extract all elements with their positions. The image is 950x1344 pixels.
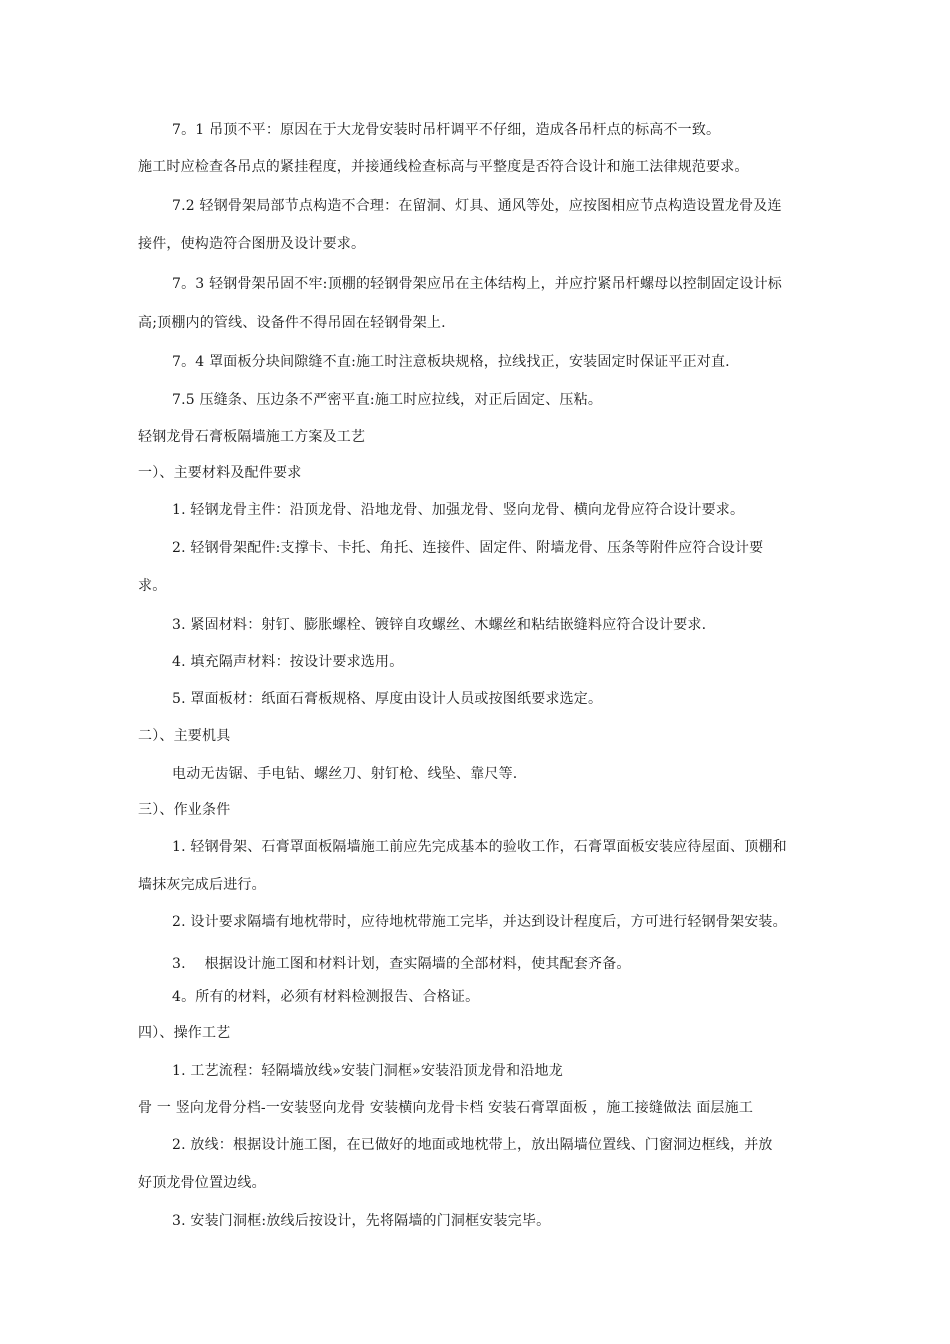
section-heading: 三）、作业条件 — [138, 802, 231, 818]
text-line: 好顶龙骨位置边线。 — [138, 1175, 266, 1191]
text-line: 1. 轻钢龙骨主件：沿顶龙骨、沿地龙骨、加强龙骨、竖向龙骨、横向龙骨应符合设计要求。 — [172, 502, 745, 518]
section-heading: 四）、操作工艺 — [138, 1025, 231, 1041]
text-line: 7.2 轻钢骨架局部节点构造不合理：在留洞、灯具、通风等处，应按图相应节点构造设置龙骨及连 — [172, 198, 782, 214]
text-line: 3. 安装门洞框:放线后按设计，先将隔墙的门洞框安装完毕。 — [172, 1213, 551, 1229]
text-line: 3. 紧固材料：射钉、膨胀螺栓、镀锌自攻螺丝、木螺丝和粘结嵌缝料应符合设计要求. — [172, 617, 707, 633]
text-line: 1. 工艺流程：轻隔墙放线»安装门洞框»安装沿顶龙骨和沿地龙 — [172, 1063, 563, 1079]
text-line: 2. 设计要求隔墙有地枕带时，应待地枕带施工完毕，并达到设计程度后，方可进行轻钢骨架安装。 — [172, 914, 787, 930]
text-line: 7。1 吊顶不平：原因在于大龙骨安装时吊杆调平不仔细，造成各吊杆点的标高不一致。 — [172, 122, 721, 138]
text-line: 施工时应检查各吊点的紧挂程度，并接通线检查标高与平整度是否符合设计和施工法律规范要求。 — [138, 159, 749, 175]
section-heading: 一）、主要材料及配件要求 — [138, 465, 302, 481]
text-line: 求。 — [138, 578, 167, 594]
text-line: 7。3 轻钢骨架吊固不牢:顶棚的轻钢骨架应吊在主体结构上，并应拧紧吊杆螺母以控制固定设计标 — [172, 276, 782, 292]
text-line: 5. 罩面板材：纸面石膏板规格、厚度由设计人员或按图纸要求选定。 — [172, 691, 603, 707]
text-line: 7。4 罩面板分块间隙缝不直:施工时注意板块规格，拉线找正，安装固定时保证平正对直. — [172, 354, 730, 370]
text-line: 墙抹灰完成后进行。 — [138, 877, 266, 893]
text-line: 电动无齿锯、手电钻、螺丝刀、射钉枪、线坠、靠尺等. — [172, 766, 518, 782]
section-heading: 二）、主要机具 — [138, 728, 231, 744]
section-heading: 轻钢龙骨石膏板隔墙施工方案及工艺 — [138, 429, 366, 445]
text-line: 2. 轻钢骨架配件:支撑卡、卡托、角托、连接件、固定件、附墙龙骨、压条等附件应符合设计要 — [172, 540, 764, 556]
text-line: 接件，使构造符合图册及设计要求。 — [138, 236, 366, 252]
text-line: 骨 一 竖向龙骨分档-一安装竖向龙骨 安装横向龙骨卡档 安装石膏罩面板 ，施工接缝做法 面层施工 — [138, 1100, 754, 1116]
text-line: 4. 填充隔声材料：按设计要求选用。 — [172, 654, 404, 670]
text-line: 7.5 压缝条、压边条不严密平直:施工时应拉线，对正后固定、压粘。 — [172, 392, 603, 408]
text-line: 2. 放线：根据设计施工图，在已做好的地面或地枕带上，放出隔墙位置线、门窗洞边框线，并放 — [172, 1137, 773, 1153]
text-line: 3. 根据设计施工图和材料计划，查实隔墙的全部材料，使其配套齐备。 — [172, 956, 631, 972]
text-line: 4。所有的材料，必须有材料检测报告、合格证。 — [172, 989, 480, 1005]
text-line: 1. 轻钢骨架、石膏罩面板隔墙施工前应先完成基本的验收工作，石膏罩面板安装应待屋面、顶棚和 — [172, 839, 787, 855]
text-line: 高;顶棚内的管线、设备件不得吊固在轻钢骨架上. — [138, 315, 446, 331]
